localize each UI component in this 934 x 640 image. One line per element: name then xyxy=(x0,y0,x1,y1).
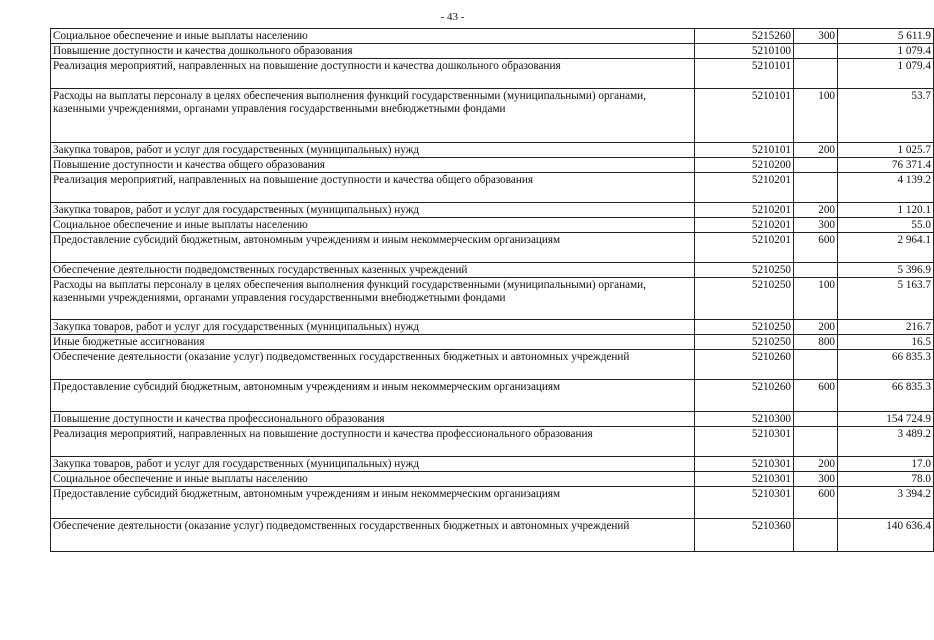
row-expense-kind xyxy=(794,519,838,552)
row-name: Реализация мероприятий, направленных на повышение доступности и качества дошкольного образования xyxy=(51,59,695,89)
row-name: Повышение доступности и качества общего образования xyxy=(51,158,695,173)
row-code: 5210100 xyxy=(695,44,794,59)
row-sum: 66 835.3 xyxy=(838,350,934,380)
row-code: 5210201 xyxy=(695,218,794,233)
row-code: 5210200 xyxy=(695,158,794,173)
row-code: 5210201 xyxy=(695,233,794,263)
row-expense-kind: 600 xyxy=(794,380,838,412)
row-sum: 3 394.2 xyxy=(838,487,934,519)
row-code: 5210201 xyxy=(695,173,794,203)
table-row xyxy=(51,412,934,427)
row-expense-kind: 300 xyxy=(794,29,838,44)
row-sum: 5 163.7 xyxy=(838,278,934,320)
row-code: 5210260 xyxy=(695,380,794,412)
row-name: Расходы на выплаты персоналу в целях обеспечения выполнения функций государственными (муниципальными) органами, казенными учреждениями, органами управления государственными внебюджетными фондами xyxy=(51,278,695,320)
table-row xyxy=(51,278,934,320)
table-row xyxy=(51,173,934,203)
row-code: 5210260 xyxy=(695,350,794,380)
row-expense-kind: 200 xyxy=(794,203,838,218)
table-row xyxy=(51,203,934,218)
row-expense-kind: 300 xyxy=(794,472,838,487)
row-expense-kind: 600 xyxy=(794,233,838,263)
row-expense-kind: 100 xyxy=(794,278,838,320)
table-row xyxy=(51,158,934,173)
row-sum: 3 489.2 xyxy=(838,427,934,457)
row-sum: 1 120.1 xyxy=(838,203,934,218)
table-row xyxy=(51,59,934,89)
row-sum: 1 079.4 xyxy=(838,59,934,89)
row-code: 5210250 xyxy=(695,335,794,350)
table-row xyxy=(51,233,934,263)
row-name: Реализация мероприятий, направленных на повышение доступности и качества профессионального образования xyxy=(51,427,695,457)
row-code: 5210300 xyxy=(695,412,794,427)
table-row xyxy=(51,350,934,380)
row-name: Закупка товаров, работ и услуг для государственных (муниципальных) нужд xyxy=(51,320,695,335)
row-code: 5210301 xyxy=(695,472,794,487)
row-name: Предоставление субсидий бюджетным, автономным учреждениям и иным некоммерческим организациям xyxy=(51,233,695,263)
row-code: 5215260 xyxy=(695,29,794,44)
row-name: Социальное обеспечение и иные выплаты населению xyxy=(51,29,695,44)
row-sum: 78.0 xyxy=(838,472,934,487)
row-code: 5210250 xyxy=(695,278,794,320)
row-expense-kind: 300 xyxy=(794,218,838,233)
row-sum: 17.0 xyxy=(838,457,934,472)
row-name: Реализация мероприятий, направленных на повышение доступности и качества общего образования xyxy=(51,173,695,203)
row-code: 5210101 xyxy=(695,89,794,143)
row-expense-kind xyxy=(794,59,838,89)
table-row xyxy=(51,218,934,233)
table-row xyxy=(51,89,934,143)
table-row xyxy=(51,427,934,457)
row-code: 5210101 xyxy=(695,59,794,89)
row-code: 5210301 xyxy=(695,487,794,519)
row-name: Повышение доступности и качества профессионального образования xyxy=(51,412,695,427)
table-row xyxy=(51,263,934,278)
row-code: 5210301 xyxy=(695,457,794,472)
row-sum: 76 371.4 xyxy=(838,158,934,173)
row-sum: 154 724.9 xyxy=(838,412,934,427)
row-sum: 140 636.4 xyxy=(838,519,934,552)
table-row xyxy=(51,380,934,412)
row-expense-kind: 200 xyxy=(794,143,838,158)
row-code: 5210360 xyxy=(695,519,794,552)
table-row xyxy=(51,44,934,59)
row-sum: 4 139.2 xyxy=(838,173,934,203)
table-row xyxy=(51,472,934,487)
row-code: 5210250 xyxy=(695,320,794,335)
row-sum: 55.0 xyxy=(838,218,934,233)
row-name: Иные бюджетные ассигнования xyxy=(51,335,695,350)
row-code: 5210301 xyxy=(695,427,794,457)
row-expense-kind xyxy=(794,44,838,59)
row-code: 5210201 xyxy=(695,203,794,218)
row-expense-kind xyxy=(794,427,838,457)
row-name: Социальное обеспечение и иные выплаты населению xyxy=(51,218,695,233)
row-expense-kind: 200 xyxy=(794,320,838,335)
table-row xyxy=(51,335,934,350)
table-row xyxy=(51,457,934,472)
row-expense-kind xyxy=(794,158,838,173)
row-name: Закупка товаров, работ и услуг для государственных (муниципальных) нужд xyxy=(51,143,695,158)
row-name: Расходы на выплаты персоналу в целях обеспечения выполнения функций государственными (муниципальными) органами, казенными учреждениями, органами управления государственными внебюджетными фондами xyxy=(51,89,695,143)
row-name: Предоставление субсидий бюджетным, автономным учреждениям и иным некоммерческим организациям xyxy=(51,380,695,412)
table-row xyxy=(51,487,934,519)
row-name: Обеспечение деятельности (оказание услуг) подведомственных государственных бюджетных и автономных учреждений xyxy=(51,350,695,380)
row-sum: 216.7 xyxy=(838,320,934,335)
row-name: Закупка товаров, работ и услуг для государственных (муниципальных) нужд xyxy=(51,457,695,472)
row-name: Обеспечение деятельности подведомственных государственных казенных учреждений xyxy=(51,263,695,278)
row-code: 5210250 xyxy=(695,263,794,278)
row-expense-kind xyxy=(794,173,838,203)
row-expense-kind: 600 xyxy=(794,487,838,519)
row-sum: 1 079.4 xyxy=(838,44,934,59)
table-row xyxy=(51,29,934,44)
row-sum: 66 835.3 xyxy=(838,380,934,412)
table-row xyxy=(51,320,934,335)
budget-table xyxy=(50,28,934,552)
row-sum: 16.5 xyxy=(838,335,934,350)
page-number: - 43 - xyxy=(440,11,465,23)
table-row xyxy=(51,519,934,552)
row-sum: 2 964.1 xyxy=(838,233,934,263)
row-sum: 5 396.9 xyxy=(838,263,934,278)
row-name: Обеспечение деятельности (оказание услуг) подведомственных государственных бюджетных и автономных учреждений xyxy=(51,519,695,552)
budget-table-body xyxy=(51,29,934,552)
row-expense-kind: 800 xyxy=(794,335,838,350)
row-sum: 1 025.7 xyxy=(838,143,934,158)
row-name: Социальное обеспечение и иные выплаты населению xyxy=(51,472,695,487)
row-expense-kind xyxy=(794,263,838,278)
row-expense-kind xyxy=(794,350,838,380)
row-expense-kind: 100 xyxy=(794,89,838,143)
table-row xyxy=(51,143,934,158)
row-name: Предоставление субсидий бюджетным, автономным учреждениям и иным некоммерческим организациям xyxy=(51,487,695,519)
row-sum: 5 611.9 xyxy=(838,29,934,44)
row-name: Повышение доступности и качества дошкольного образования xyxy=(51,44,695,59)
row-sum: 53.7 xyxy=(838,89,934,143)
row-name: Закупка товаров, работ и услуг для государственных (муниципальных) нужд xyxy=(51,203,695,218)
row-expense-kind xyxy=(794,412,838,427)
row-code: 5210101 xyxy=(695,143,794,158)
row-expense-kind: 200 xyxy=(794,457,838,472)
